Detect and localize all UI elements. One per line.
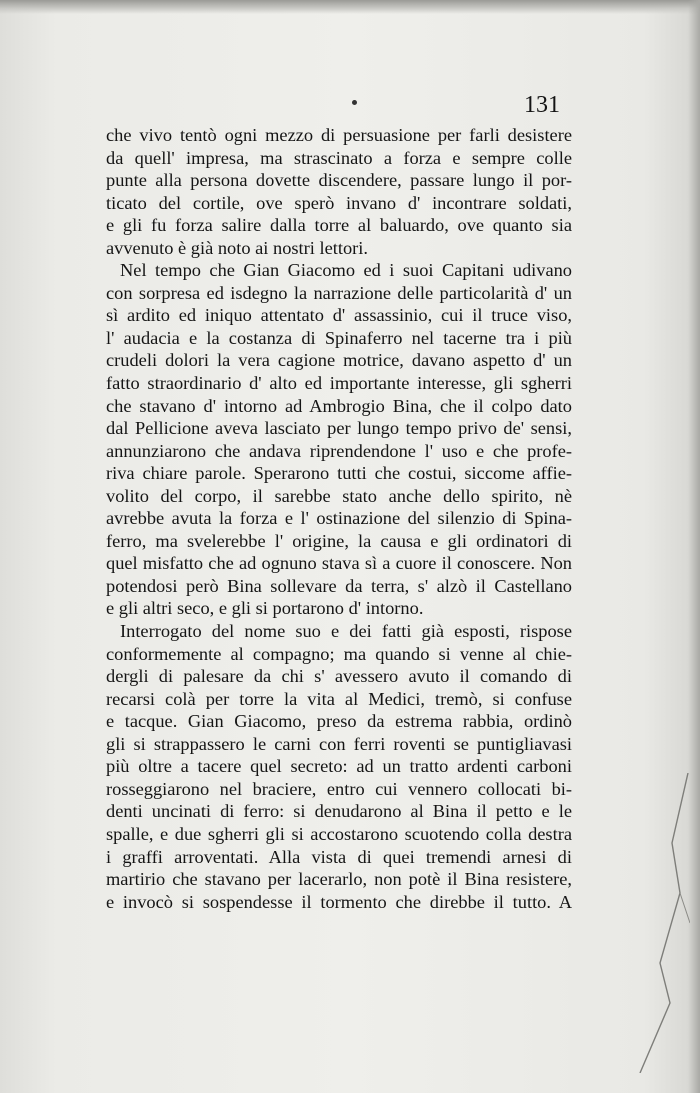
text-line: avrebbe avuta la forza e l' ostinazione del silenzio di Spina- — [106, 508, 572, 529]
text-line: martirio che stavano per lacerarlo, non potè il Bina resistere, — [106, 869, 572, 890]
text-line: conformemente al compagno; ma quando si venne al chie- — [106, 643, 572, 664]
text-line: più oltre a tacere quel secreto: ad un tratto ardenti carboni — [106, 756, 572, 777]
text-line: potendosi però Bina sollevare da terra, s' alzò il Castellano — [106, 575, 572, 596]
text-line: recarsi colà per torre la vita al Medici, tremò, si confuse — [106, 688, 572, 709]
text-line: gli si strappassero le carni con ferri roventi se puntigliavasi — [106, 733, 572, 754]
paper-crease — [600, 773, 690, 1073]
text-line: riva chiare parole. Sperarono tutti che costui, siccome affie- — [106, 463, 572, 484]
text-line: dergli di palesare da chi s' avessero avuto il comando di — [106, 666, 572, 687]
text-line: sì ardito ed iniquo attentato d' assassinio, cui il truce viso, — [106, 305, 572, 326]
text-line: dal Pellicione aveva lasciato per lungo tempo privo de' sensi, — [106, 418, 572, 439]
text-line: e tacque. Gian Giacomo, preso da estrema rabbia, ordinò — [106, 711, 572, 732]
text-line: da quell' impresa, ma strascinato a forza e sempre colle — [106, 147, 572, 168]
text-line: Nel tempo che Gian Giacomo ed i suoi Capitani udivano — [120, 260, 572, 281]
text-line: spalle, e due sgherri gli si accostarono scuotendo colla destra — [106, 823, 572, 844]
text-line: fatto straordinario d' alto ed importante interesse, gli sgherri — [106, 373, 572, 394]
text-line: l' audacia e la costanza di Spinaferro nel tacerne tra i più — [106, 327, 572, 348]
text-line: denti uncinati di ferro: si denudarono al Bina il petto e le — [106, 801, 572, 822]
text-line: rosseggiarono nel braciere, entro cui vennero collocati bi- — [106, 778, 572, 799]
text-line: punte alla persona dovette discendere, passare lungo il por- — [106, 170, 572, 191]
text-line: i graffi arroventati. Alla vista di quei tremendi arnesi di — [106, 846, 572, 867]
text-line: volito del corpo, il sarebbe stato anche dello spirito, nè — [106, 485, 572, 506]
page-number: 131 — [524, 92, 560, 118]
text-line: ticato del cortile, ove sperò invano d' incontrare soldati, — [106, 192, 572, 213]
ink-speck — [352, 100, 357, 105]
text-line: quel misfatto che ad ognuno stava sì a cuore il conoscere. Non — [106, 553, 572, 574]
text-line: annunziarono che andava riprendendone l' uso e che profe- — [106, 440, 572, 461]
text-line: che stavano d' intorno ad Ambrogio Bina, che il colpo dato — [106, 395, 572, 416]
text-line: avvenuto è già noto ai nostri lettori. — [106, 237, 369, 258]
text-line: Interrogato del nome suo e dei fatti già esposti, rispose — [120, 621, 572, 642]
text-line: con sorpresa ed isdegno la narrazione delle particolarità d' un — [106, 282, 572, 303]
text-line: crudeli dolori la vera cagione motrice, davano aspetto d' un — [106, 350, 572, 371]
text-line: e invocò si sospendesse il tormento che direbbe il tutto. A — [106, 891, 572, 912]
text-line: e gli altri seco, e gli si portarono d' intorno. — [106, 598, 424, 619]
text-line: ferro, ma svelerebbe l' origine, la causa e gli ordinatori di — [106, 530, 572, 551]
body-text — [106, 124, 572, 913]
text-line: che vivo tentò ogni mezzo di persuasione per farli desistere — [106, 125, 572, 145]
text-line: e gli fu forza salire dalla torre al baluardo, ove quanto sia — [106, 215, 572, 236]
